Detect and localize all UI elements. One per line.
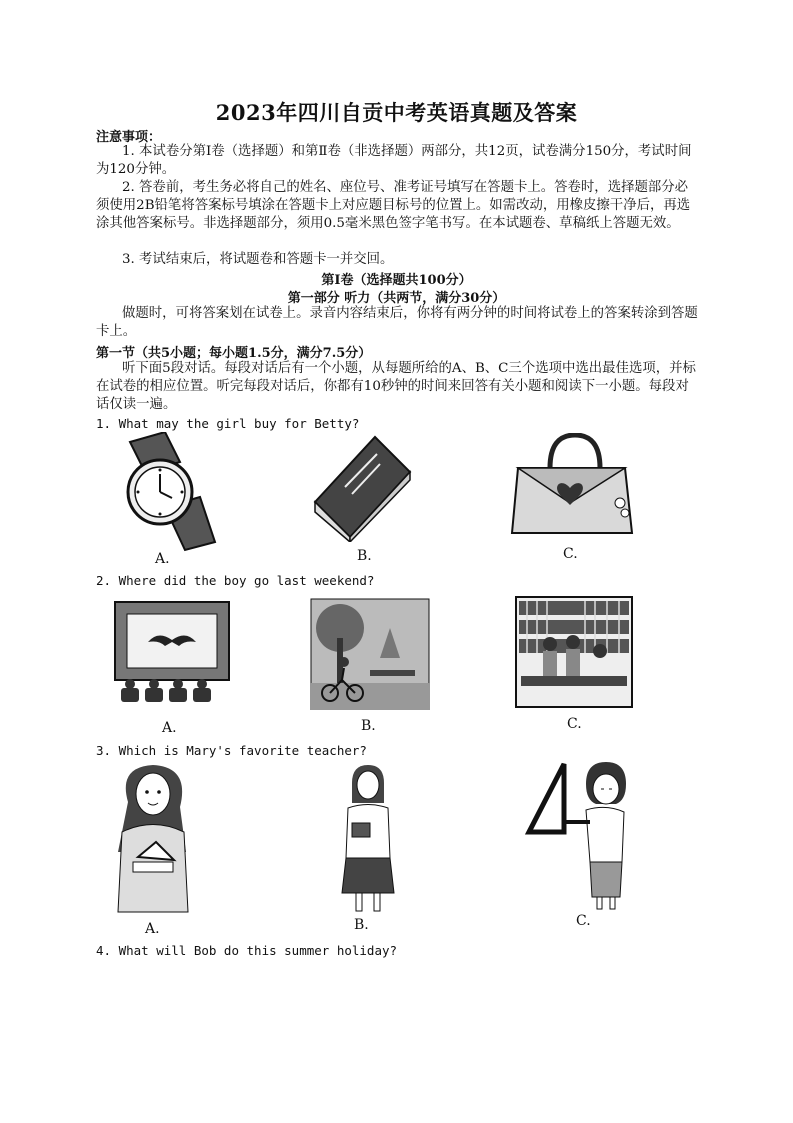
question-2: 2. Where did the boy go last weekend? xyxy=(96,573,375,588)
park-image xyxy=(310,598,430,710)
cinema-image xyxy=(113,600,231,712)
notice-heading: 注意事项： xyxy=(96,130,162,145)
option-b-label-2: B. xyxy=(361,718,376,734)
page-title: 2023年四川自贡中考英语真题及答案 xyxy=(215,100,578,125)
notice-item-3: 3. 考试结束后，将试题卷和答题卡一并交回。 xyxy=(122,252,394,267)
option-c-label: C. xyxy=(563,546,578,562)
notice-item-1: 1. 本试卷分第Ⅰ卷（选择题）和第Ⅱ卷（非选择题）两部分，共12页，试卷满分150分，考试时间为120分钟。 xyxy=(96,144,692,177)
teacher-with-triangle-image xyxy=(524,762,644,910)
part-heading: 第一部分 听力（共两节，满分30分） xyxy=(287,291,506,306)
option-a-label-3: A. xyxy=(145,921,160,937)
option-b-label: B. xyxy=(357,548,372,564)
question-4: 4. What will Bob do this summer holiday? xyxy=(96,943,398,958)
teacher-long-hair-image xyxy=(108,762,196,918)
option-a-label-2: A. xyxy=(162,720,177,736)
book-image xyxy=(305,432,415,542)
handbag-image xyxy=(510,433,635,538)
teacher-with-book-image xyxy=(338,763,398,915)
option-c-label-2: C. xyxy=(567,716,582,732)
notice-item-2: 2. 答卷前，考生务必将自己的姓名、座位号、准考证号填写在答题卡上。答卷时，选择题部分必须使用2B铅笔将答案标号填涂在答题卡上对应题目标号的位置上。如需改动，用橡皮擦干净后，再选涂其他答案标号。非选择题部分，须用0.5毫米黑色签字笔书写。在本试题卷、草稿纸上答题无效。 xyxy=(96,180,691,231)
option-a-label: A. xyxy=(155,551,170,567)
library-image xyxy=(515,596,633,708)
section-intro: 听下面5段对话。每段对话后有一个小题，从每题所给的A、B、C三个选项中选出最佳选项，并标在试卷的相应位置。听完每段对话后，你都有10秒钟的时间来回答有关小题和阅读下一小题。每段对话仅读一遍。 xyxy=(96,361,696,412)
volume-heading: 第Ⅰ卷（选择题共100分） xyxy=(321,273,472,288)
option-b-label-3: B. xyxy=(354,917,369,933)
watch-image xyxy=(110,432,220,552)
question-3: 3. Which is Mary's favorite teacher? xyxy=(96,743,367,758)
section-heading: 第一节（共5小题；每小题1.5分，满分7.5分） xyxy=(96,346,372,361)
question-1: 1. What may the girl buy for Betty? xyxy=(96,416,360,431)
option-c-label-3: C. xyxy=(576,913,591,929)
part-intro: 做题时，可将答案划在试卷上。录音内容结束后，你将有两分钟的时间将试卷上的答案转涂到答题卡上。 xyxy=(96,306,698,339)
